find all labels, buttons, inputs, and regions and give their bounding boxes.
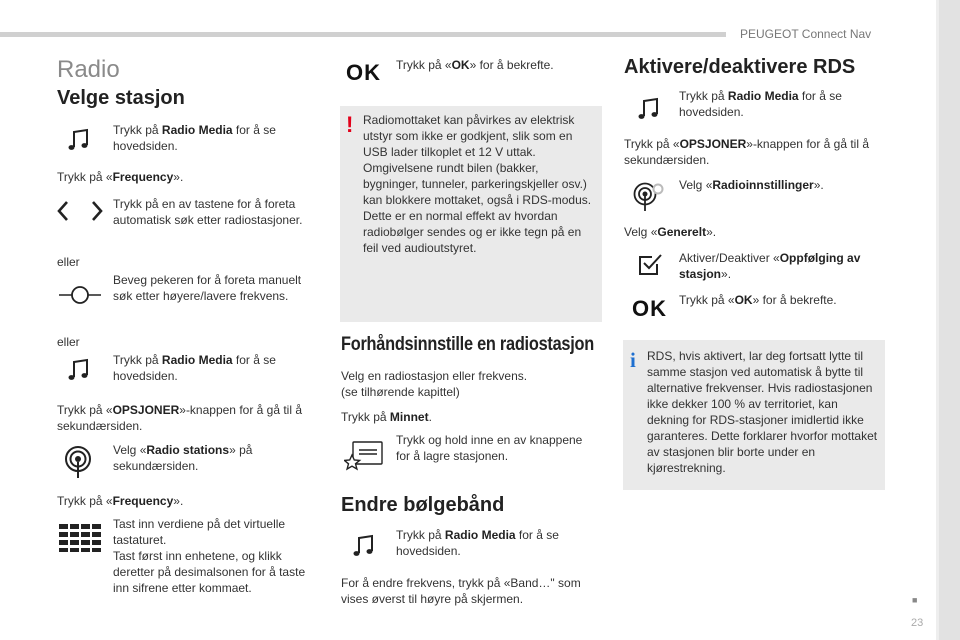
chevron-left-right-icon <box>56 200 106 222</box>
music-note-icon <box>351 533 377 559</box>
section-heading-rds: Aktivere/deaktivere RDS <box>624 56 856 78</box>
section-heading-band: Endre bølgebånd <box>341 494 505 516</box>
section-heading-preset: Forhåndsinnstille en radiostasjon <box>341 334 594 355</box>
rds-follow-station-text: Aktiver/Deaktiver «Oppfølging av stasjon». <box>679 251 861 281</box>
info-icon: i <box>630 348 636 372</box>
radio-signal-icon <box>63 445 93 479</box>
warning-text: Radiomottaket kan påvirkes av elektrisk utstyr som ikke er godkjent, slik som en USB lader tilkoplet et 12 V uttak. Omgivelsene rundt bilen (bakker, bygninger, tunneler, parkeringskjeller osv.) kan blokkere mottaket, også i RDS-modus. Dette er en normal effekt av hvordan radiobølger sendes og er ikke tegn på en feil ved audioutstyret. <box>363 113 592 255</box>
page-title: Radio <box>57 56 120 83</box>
save-station-icon <box>344 441 384 471</box>
warning-icon: ! <box>346 112 354 137</box>
page-number: 23 <box>911 617 924 629</box>
rds-general-text: Velg «Generelt». <box>624 225 717 239</box>
header-rule <box>0 32 726 37</box>
checkbox-icon <box>637 252 663 278</box>
info-note <box>623 340 885 490</box>
rds-options-text: Trykk på «OPSJONER»-knappen for å gå til å sekundærsiden. <box>624 137 870 167</box>
ok-icon: OK <box>346 60 381 85</box>
step-frequency: Trykk på «Frequency». <box>57 170 184 184</box>
header-dot: ■ <box>912 595 918 605</box>
tuning-dial-icon <box>58 282 102 308</box>
music-note-icon <box>636 96 662 122</box>
band-change-text: For å endre frekvens, trykk på «Band…" som vises øverst til høyre på skjermen. <box>341 576 581 606</box>
page-edge-strip <box>939 0 960 640</box>
music-note-icon <box>66 127 92 153</box>
or-label-2: eller <box>57 335 80 349</box>
info-text: RDS, hvis aktivert, lar deg fortsatt lytte til samme stasjon ved automatisk å bytte til alternative frekvenser. Hvis radiostasjonen ikke dekker 100 % av territoriet, kan dekning for RDS-stasjoner imidlertid ikke garanteres. Dette forklarer hvorfor mottaket av stasjonen blir borte under en kjørestrekning. <box>647 349 878 475</box>
ok-icon: OK <box>632 296 667 321</box>
preset-select-text: Velg en radiostasjon eller frekvens. (se tilhørende kapittel) <box>341 369 528 399</box>
step-manual-search: Beveg pekeren for å foreta manuelt søk etter høyere/lavere frekvens. <box>113 273 302 303</box>
warning-note <box>340 106 602 322</box>
step-options: Trykk på «OPSJONER»-knappen for å gå til å sekundærsiden. <box>57 403 303 433</box>
keypad-icon <box>59 524 101 552</box>
preset-memory-text: Trykk på Minnet. <box>341 410 432 424</box>
music-note-icon <box>66 357 92 383</box>
step-radio-media: Trykk på Radio Media for å se hovedsiden. <box>113 123 276 153</box>
step-auto-search: Trykk på en av tastene for å foreta automatisk søk etter radiostasjoner. <box>113 197 303 227</box>
or-label-1: eller <box>57 255 80 269</box>
rds-radio-settings-text: Velg «Radioinnstillinger». <box>679 178 824 192</box>
rds-confirm-ok-text: Trykk på «OK» for å bekrefte. <box>679 293 837 307</box>
preset-hold-text: Trykk og hold inne en av knappene for å lagre stasjonen. <box>396 433 583 463</box>
step-confirm-ok: Trykk på «OK» for å bekrefte. <box>396 58 554 72</box>
step-radio-stations: Velg «Radio stations» på sekundærsiden. <box>113 443 253 473</box>
step-keyboard-entry: Tast inn verdiene på det virtuelle tastaturet. Tast først inn enhetene, og klikk deretter på desimalsonen for å taste inn sifrene etter kommaet. <box>113 517 306 595</box>
rds-radio-media-text: Trykk på Radio Media for å se hovedsiden. <box>679 89 842 119</box>
band-radio-media-text: Trykk på Radio Media for å se hovedsiden. <box>396 528 559 558</box>
section-heading-select-station: Velge stasjon <box>57 87 185 109</box>
step-frequency-2: Trykk på «Frequency». <box>57 494 184 508</box>
settings-gear-radio-icon <box>632 180 666 214</box>
step-radio-media-2: Trykk på Radio Media for å se hovedsiden. <box>113 353 276 383</box>
header-brand: PEUGEOT Connect Nav <box>740 27 872 41</box>
